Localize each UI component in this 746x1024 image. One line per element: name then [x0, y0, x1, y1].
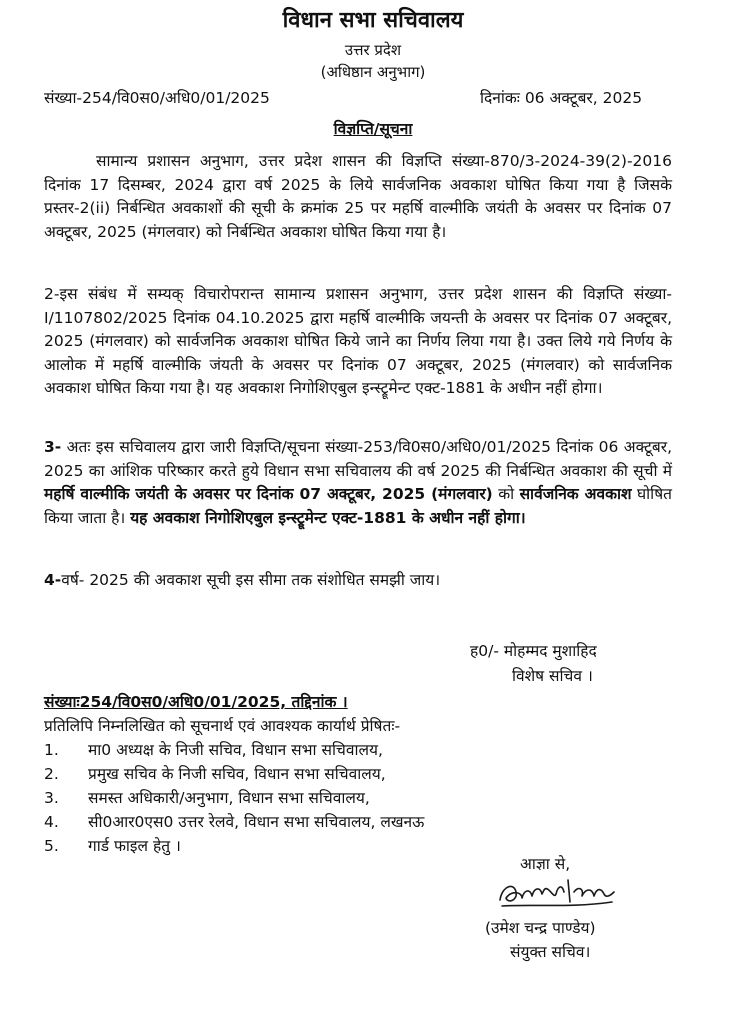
list-item	[44, 786, 424, 810]
list-item	[44, 810, 424, 834]
list-item-text: प्रमुख सचिव के निजी सचिव, विधान सभा सचिवालय,	[88, 765, 386, 783]
list-item-number: 5.	[44, 837, 59, 855]
list-item	[44, 834, 424, 858]
list-item-text: समस्त अधिकारी/अनुभाग, विधान सभा सचिवालय,	[88, 789, 370, 807]
signature-stroke	[500, 880, 614, 906]
list-item	[44, 762, 424, 786]
paragraph-3-number: 3-	[44, 438, 62, 456]
state-name: उत्तर प्रदेश	[344, 41, 402, 59]
signer-title: संयुक्त सचिव।	[510, 943, 591, 961]
paragraph-4-number: 4-	[44, 571, 62, 589]
list-item-number: 4.	[44, 813, 59, 831]
office-title: विधान सभा सचिवालय	[282, 8, 464, 33]
section-name: (अधिष्ठान अनुभाग)	[320, 63, 426, 81]
list-item-text: गार्ड फाइल हेतु ।	[88, 837, 181, 855]
paragraph-3	[44, 436, 672, 530]
paragraph-4-text: वर्ष- 2025 की अवकाश सूची इस सीमा तक संशोधित समझी जाय।	[61, 571, 441, 589]
paragraph-2: 2-इस संबंध में सम्यक् विचारोपरान्त सामान्य प्रशासन अनुभाग, उत्तर प्रदेश शासन की विज्ञप्ति संख्या-I/1107802/2025 दिनांक 04.10.2025 द्वारा महर्षि वाल्मीकि जयन्ती के अवसर पर दिनांक 07 अक्टूबर, 2025 (मंगलवार) को सार्वजनिक अवकाश घोषित किये जाने का निर्णय लिया गया है। उक्त लिये गये निर्णय के आलोक में महर्षि वाल्मीकि जंयती के अवसर पर दिनांक 07 अक्टूबर, 2025 (मंगलवार) को सार्वजनिक अवकाश घोषित किया गया है। यह अवकाश निगोशिएबुल इन्स्ट्रूमेन्ट एक्ट-1881 के अधीन नहीं होगा।	[44, 285, 672, 397]
paragraph-3-text-c: घोषित किया जाता है।	[44, 485, 672, 527]
reference-number: संख्या-254/वि0स0/अधि0/01/2025	[44, 89, 270, 107]
recipient-list	[44, 738, 424, 858]
paragraph-3-bold-b: सार्वजनिक अवकाश	[519, 485, 632, 503]
list-item-number: 1.	[44, 741, 59, 759]
copy-reference-number: संख्याः254/वि0स0/अधि0/01/2025, तद्दिनांक ।	[44, 693, 348, 711]
handwritten-signature	[492, 870, 620, 916]
paragraph-4	[44, 569, 672, 593]
list-item-text: मा0 अध्यक्ष के निजी सचिव, विधान सभा सचिवालय,	[88, 741, 383, 759]
list-item	[44, 738, 424, 762]
paragraph-1: सामान्य प्रशासन अनुभाग, उत्तर प्रदेश शासन की विज्ञप्ति संख्या-870/3-2024-39(2)-2016 दिनांक 17 दिसम्बर, 2024 द्वारा वर्ष 2025 के लिये सार्वजनिक अवकाश घोषित किया गया है जिसके प्रस्तर-2(ii) निर्बन्धित अवकाशों की सूची के क्रमांक 25 पर महर्षि वाल्मीकि जयंती के अवसर पर दिनांक 07 अक्टूबर, 2025 (मंगलवार) को निर्बन्धित अवकाश घोषित किया गया है।	[44, 152, 672, 241]
signer-name: (उमेश चन्द्र पाण्डेय)	[485, 919, 596, 937]
paragraph-3-text-b: को	[492, 485, 520, 503]
signatory-designation: विशेष सचिव ।	[512, 667, 593, 685]
notice-heading: विज्ञप्ति/सूचना	[333, 120, 413, 138]
paragraph-3-bold-a: महर्षि वाल्मीकि जयंती के अवसर पर दिनांक 07 अक्टूबर, 2025 (मंगलवार)	[44, 485, 493, 503]
issue-date: दिनांकः 06 अक्टूबर, 2025	[480, 89, 643, 107]
by-order: आज्ञा से,	[520, 855, 571, 873]
paragraph-3-text-a: अतः इस सचिवालय द्वारा जारी विज्ञप्ति/सूचना संख्या-253/वि0स0/अधि0/01/2025 दिनांक 06 अक्टूबर, 2025 का आंशिक परिष्कार करते हुये विधान सभा सचिवालय की वर्ष 2025 की निर्बन्धित अवकाश की सूची में	[44, 438, 672, 480]
list-item-text: सी0आर0एस0 उत्तर रेलवे, विधान सभा सचिवालय, लखनऊ	[88, 813, 425, 831]
paragraph-3-bold-c: यह अवकाश निगोशिएबुल इन्स्ट्रूमेन्ट एक्ट-1881 के अधीन नहीं होगा।	[130, 508, 526, 527]
list-item-number: 2.	[44, 765, 59, 783]
list-item-number: 3.	[44, 789, 59, 807]
signatory-name: ह0/- मोहम्मद मुशाहिद	[470, 642, 597, 660]
copy-intro: प्रतिलिपि निम्नलिखित को सूचनार्थ एवं आवश्यक कार्यार्थ प्रेषितः-	[44, 717, 401, 735]
